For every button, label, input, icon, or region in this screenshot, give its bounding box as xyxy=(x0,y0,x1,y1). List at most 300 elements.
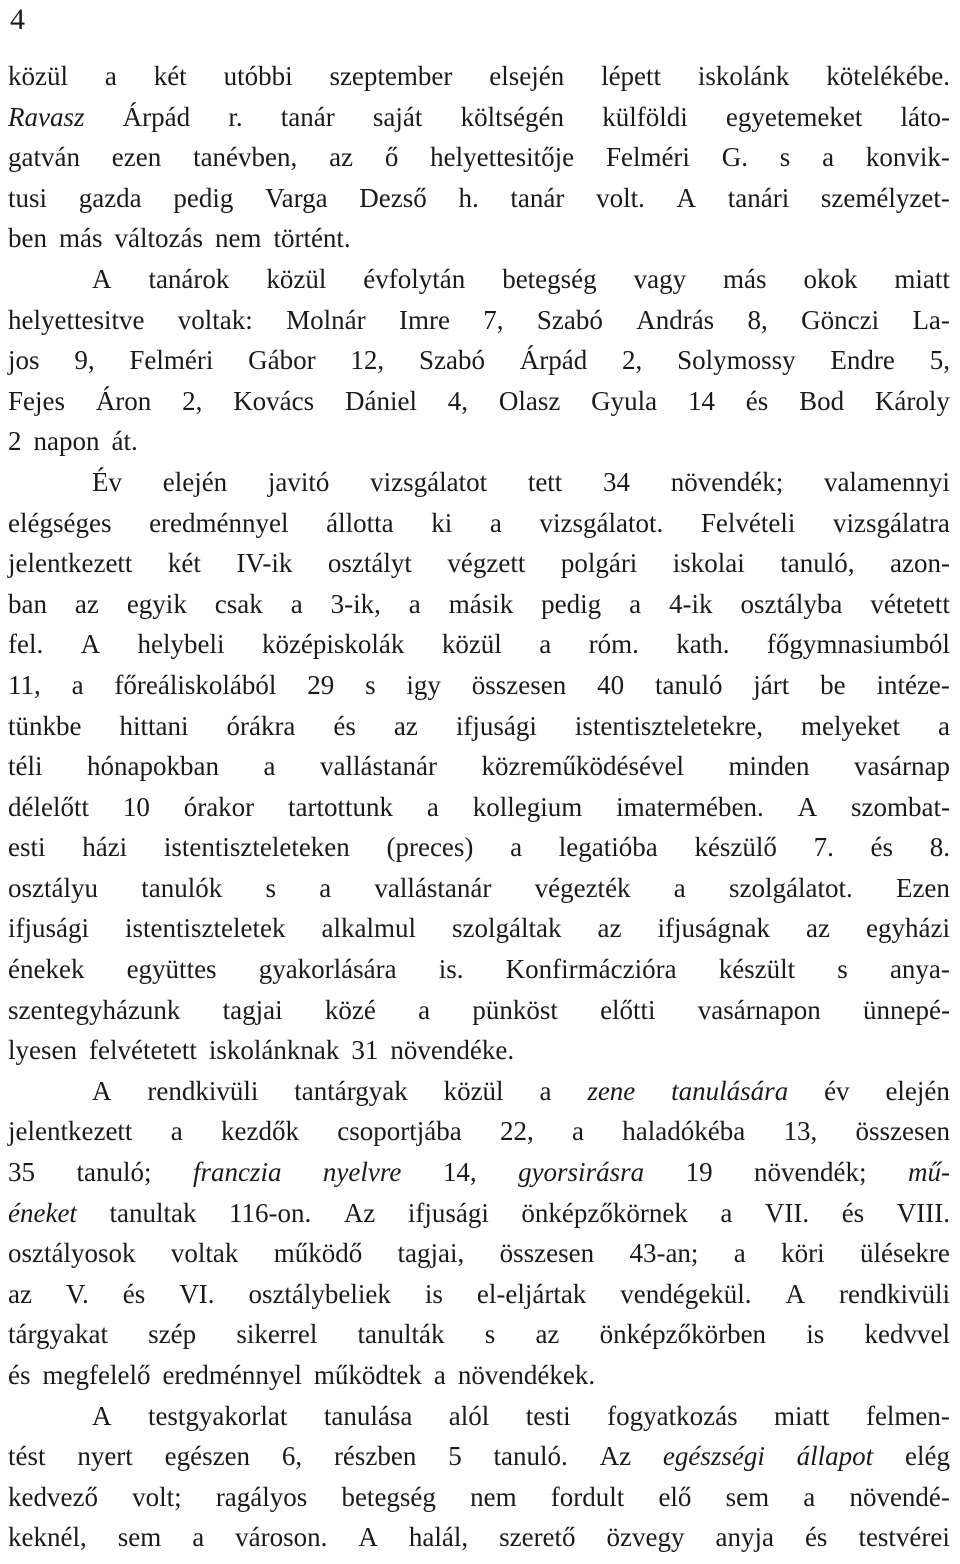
text-line xyxy=(8,1436,950,1477)
word: haladókéba xyxy=(622,1116,746,1147)
word: vasárnap xyxy=(854,751,950,782)
word: vizsgálatot xyxy=(370,466,488,497)
word: osztályu xyxy=(8,872,98,903)
word: összesen xyxy=(471,669,567,700)
word: betegség xyxy=(502,263,597,294)
word: szombat- xyxy=(850,791,950,822)
word: VII. xyxy=(764,1197,810,1228)
word: és xyxy=(804,1522,828,1553)
word: Gönczi xyxy=(801,304,880,335)
word: Szabó xyxy=(536,304,603,335)
word: tanuló; xyxy=(76,1157,152,1188)
word: az xyxy=(535,1319,560,1350)
word: VIII. xyxy=(896,1197,950,1228)
word: 14 xyxy=(687,385,715,416)
word: s xyxy=(365,669,376,700)
word: 11, xyxy=(8,669,41,700)
word: jelentkezett xyxy=(8,548,133,579)
word: el-eljártak xyxy=(476,1278,587,1309)
word: ő xyxy=(384,142,399,173)
word: köri xyxy=(781,1238,825,1269)
word: 3-ik, xyxy=(330,588,381,619)
word: működtek xyxy=(313,1360,422,1390)
word: A xyxy=(785,1278,805,1309)
word: ki xyxy=(431,507,453,538)
word: javitó xyxy=(267,466,330,497)
word: eredménnyel xyxy=(149,507,289,538)
word: év xyxy=(824,1075,850,1106)
word: Solymossy xyxy=(677,345,796,376)
word: Árpád xyxy=(519,345,588,376)
word: kath. xyxy=(676,629,730,660)
word: Fejes xyxy=(8,385,65,416)
word: tünkbe xyxy=(8,710,82,741)
word: tagjai xyxy=(222,994,283,1025)
word: iskolai xyxy=(672,548,745,579)
word: A xyxy=(92,1075,112,1106)
word: 4, xyxy=(447,385,469,416)
word: 35 xyxy=(8,1157,35,1188)
word: nyert xyxy=(77,1441,133,1472)
word: elég xyxy=(905,1441,950,1472)
word: és xyxy=(333,710,356,741)
text-line xyxy=(8,990,950,1031)
word: tanévben, xyxy=(193,142,298,173)
word: utóbbi xyxy=(223,61,293,91)
text-line xyxy=(8,1152,950,1193)
word: szerető xyxy=(499,1522,576,1553)
word: szép xyxy=(148,1319,197,1350)
word: alól xyxy=(448,1400,490,1431)
text-line xyxy=(8,665,950,706)
word: végezték xyxy=(534,872,631,903)
word: s xyxy=(837,954,848,985)
word: valamennyi xyxy=(823,466,950,497)
text-line xyxy=(8,624,950,665)
word: felmen- xyxy=(865,1400,950,1431)
word: 2 xyxy=(8,426,22,457)
word: a xyxy=(803,1481,816,1512)
word: is. xyxy=(438,954,464,985)
word: tanuló xyxy=(654,669,723,700)
word: jos xyxy=(8,345,40,376)
text-line xyxy=(8,300,950,341)
word: özvegy xyxy=(606,1522,685,1553)
word: tanuló. xyxy=(493,1441,568,1472)
word: anya- xyxy=(889,954,950,985)
word: keknél, xyxy=(8,1522,87,1553)
word: ifjuságnak xyxy=(657,913,771,944)
word: megfelelő xyxy=(42,1360,151,1390)
word: a xyxy=(629,588,642,619)
word: működő xyxy=(273,1238,363,1269)
word: pedig xyxy=(173,182,234,213)
word: énekek xyxy=(8,954,85,985)
word: tartottunk xyxy=(288,791,394,822)
word: szolgáltak xyxy=(452,913,562,944)
word: az xyxy=(393,710,418,741)
word: járt xyxy=(753,669,790,700)
word: összesen xyxy=(855,1116,950,1147)
word: okok xyxy=(803,263,858,294)
word: Ezen xyxy=(895,872,950,903)
word: is xyxy=(424,1278,443,1309)
word: András xyxy=(636,304,715,335)
word: volt. xyxy=(596,182,645,213)
word: növendék; xyxy=(754,1157,867,1188)
word: növendékek. xyxy=(457,1360,596,1390)
word: a xyxy=(720,1197,733,1228)
word: ifjusági xyxy=(407,1197,489,1228)
word: egyházi xyxy=(866,913,950,944)
word: voltak xyxy=(170,1238,239,1269)
word: testi xyxy=(525,1400,571,1431)
word: franczia xyxy=(192,1157,282,1188)
word: gyorsirásra xyxy=(518,1157,645,1188)
word: esti xyxy=(8,832,46,863)
word: hónapokban xyxy=(87,751,219,782)
text-line xyxy=(8,908,950,949)
word: tárgyakat xyxy=(8,1319,108,1350)
text-line xyxy=(8,706,950,747)
word: előtti xyxy=(600,994,656,1025)
word: s xyxy=(484,1319,496,1350)
text-line xyxy=(8,421,950,462)
word: állotta xyxy=(326,507,394,538)
word: másik xyxy=(448,588,514,619)
word: helybeli xyxy=(137,629,225,660)
word: A xyxy=(92,1400,112,1431)
word: más xyxy=(58,223,103,254)
word: gyakorlására xyxy=(258,954,397,985)
word: hittani xyxy=(119,710,189,741)
word: közül xyxy=(8,61,68,91)
word: Olasz xyxy=(498,385,561,416)
word: Árpád xyxy=(122,101,191,132)
word: változás xyxy=(114,223,203,254)
word: 22, xyxy=(499,1116,534,1147)
word: nem xyxy=(470,1481,517,1512)
word: kezdők xyxy=(220,1116,299,1147)
word: 12, xyxy=(350,345,385,376)
text-line xyxy=(8,259,950,300)
word: osztályosok xyxy=(8,1238,136,1269)
word: együttes xyxy=(126,954,217,985)
word: órákra xyxy=(226,710,296,741)
word: 40 xyxy=(597,669,625,700)
word: tést xyxy=(8,1441,46,1472)
word: a xyxy=(319,872,332,903)
text-line xyxy=(8,503,950,544)
word: 5, xyxy=(929,345,950,376)
word: növendéke. xyxy=(390,1035,515,1066)
word: tett xyxy=(527,466,563,497)
word: napon xyxy=(33,426,100,457)
word: a xyxy=(192,1522,205,1553)
word: és xyxy=(841,1197,865,1228)
word: állapot xyxy=(796,1441,874,1472)
text-line xyxy=(8,56,950,97)
word: pedig xyxy=(541,588,602,619)
word: személyzet- xyxy=(820,182,950,213)
word: 2, xyxy=(182,385,203,416)
word: sem xyxy=(725,1481,770,1512)
word: Endre xyxy=(830,345,895,376)
word: rendkivüli xyxy=(147,1075,259,1106)
word: Szabó xyxy=(418,345,485,376)
word: testgyakorlat xyxy=(147,1400,288,1431)
word: 29 xyxy=(307,669,335,700)
word: közül xyxy=(266,263,327,294)
word: tantárgyak xyxy=(294,1075,408,1106)
word: az xyxy=(597,913,622,944)
word: nyelvre xyxy=(322,1157,402,1188)
word: A xyxy=(358,1522,378,1553)
word: az xyxy=(74,588,99,619)
word: 31 xyxy=(351,1035,379,1066)
word: egyetemeket xyxy=(725,101,863,132)
word: a xyxy=(433,1360,446,1390)
word: 116-on. xyxy=(229,1197,312,1228)
word: pünköst xyxy=(472,994,558,1025)
word: Molnár xyxy=(286,304,366,335)
word: vallástanár xyxy=(374,872,492,903)
word: a xyxy=(539,629,552,660)
word: Felméri xyxy=(605,142,690,173)
text-line xyxy=(8,1477,950,1518)
word: 4-ik xyxy=(669,588,713,619)
word: ifjusági xyxy=(8,913,89,944)
word: ben xyxy=(8,223,47,254)
word: egészségi xyxy=(662,1441,765,1472)
word: a xyxy=(572,1116,584,1147)
word: szolgálatot. xyxy=(729,872,853,903)
word: iskolánk xyxy=(697,61,790,91)
word: a xyxy=(937,710,950,741)
word: A xyxy=(92,263,112,294)
text-line xyxy=(8,218,950,259)
word: is xyxy=(806,1319,825,1350)
word: elsején xyxy=(489,61,565,91)
word: legatióba xyxy=(558,832,658,863)
word: V. xyxy=(65,1278,89,1309)
word: történt. xyxy=(273,223,351,254)
word: ifjusági xyxy=(455,710,537,741)
word: költségén xyxy=(460,101,565,132)
word: részben xyxy=(333,1441,417,1472)
word: 43-an; xyxy=(629,1238,699,1269)
word: polgári xyxy=(560,548,638,579)
word: zene xyxy=(587,1075,636,1106)
word: órakor xyxy=(183,791,255,822)
word: Ravasz xyxy=(8,101,85,132)
word: iskolánknak xyxy=(208,1035,340,1066)
word: tanuló, xyxy=(780,548,855,579)
word: növendé- xyxy=(849,1481,950,1512)
word: elején xyxy=(162,466,228,497)
text-line xyxy=(8,1396,950,1437)
word: a xyxy=(104,61,117,91)
word: betegség xyxy=(341,1481,436,1512)
word: mű- xyxy=(907,1157,950,1188)
word: tanulására xyxy=(671,1075,789,1106)
word: Felméri xyxy=(129,345,214,376)
word: éneket xyxy=(8,1197,77,1228)
word: tanulók xyxy=(141,872,223,903)
word: elején xyxy=(885,1075,950,1106)
word: összesen xyxy=(499,1238,595,1269)
word: Dániel xyxy=(344,385,417,416)
word: a xyxy=(510,832,523,863)
word: középiskolák xyxy=(261,629,405,660)
word: ünnepé- xyxy=(862,994,950,1025)
word: főgymnasiumból xyxy=(766,629,950,660)
word: rendkivüli xyxy=(838,1278,950,1309)
word: saját xyxy=(372,101,423,132)
text-line xyxy=(8,1111,950,1152)
text-line xyxy=(8,340,950,381)
word: vizsgálatra xyxy=(832,507,950,538)
word: ban xyxy=(8,588,47,619)
word: helyettesitője xyxy=(430,142,575,173)
word: csoportjába xyxy=(337,1116,462,1147)
word: Dezső xyxy=(359,182,427,213)
word: istentiszteletekre, xyxy=(574,710,763,741)
word: Károly xyxy=(874,385,950,416)
word: kötelékébe. xyxy=(826,61,950,91)
word: vétetett xyxy=(870,588,950,619)
word: önképzőkörnek xyxy=(521,1197,688,1228)
word: Felvételi xyxy=(700,507,796,538)
word: sem xyxy=(117,1522,162,1553)
word: házi xyxy=(82,832,128,863)
text-line xyxy=(8,1030,950,1071)
word: a xyxy=(489,507,502,538)
word: vasárnapon xyxy=(697,994,821,1025)
word: a xyxy=(426,791,439,822)
word: elő xyxy=(658,1481,692,1512)
word: két xyxy=(167,548,201,579)
word: A xyxy=(676,182,697,213)
word: főreáliskolából xyxy=(114,669,277,700)
word: alkalmul xyxy=(321,913,416,944)
word: s xyxy=(265,872,276,903)
word: tanulták xyxy=(357,1319,445,1350)
word: az xyxy=(329,142,354,173)
word: gazda xyxy=(78,182,142,213)
word: 2, xyxy=(622,345,643,376)
word: Varga xyxy=(265,182,328,213)
word: 7. xyxy=(813,832,834,863)
word: Imre xyxy=(398,304,450,335)
word: róm. xyxy=(588,629,639,660)
word: tagjai, xyxy=(397,1238,465,1269)
word: a xyxy=(673,872,686,903)
word: minden xyxy=(728,751,810,782)
word: vendégekül. xyxy=(620,1278,752,1309)
word: miatt xyxy=(774,1400,830,1431)
word: láto- xyxy=(900,101,950,132)
word: A xyxy=(80,629,101,660)
word: felvétetett xyxy=(88,1035,197,1066)
word: téli xyxy=(8,751,43,782)
text-line xyxy=(8,787,950,828)
word: lyesen xyxy=(8,1035,77,1066)
word: a xyxy=(290,588,303,619)
word: Konfirmáczióra xyxy=(505,954,677,985)
word: azon- xyxy=(890,548,950,579)
word: s xyxy=(779,142,791,173)
word: jelentkezett xyxy=(8,1116,133,1147)
word: növendék; xyxy=(670,466,784,497)
word: 19 xyxy=(685,1157,713,1188)
word: és xyxy=(870,832,894,863)
word: 7, xyxy=(483,304,504,335)
word: helyettesitve xyxy=(8,304,145,335)
text-line xyxy=(8,1355,950,1396)
word: nem xyxy=(214,223,262,254)
word: délelőtt xyxy=(8,791,89,822)
word: volt; xyxy=(132,1481,182,1512)
word: közül xyxy=(441,629,502,660)
word: imatermében. xyxy=(616,791,764,822)
word: át. xyxy=(111,426,138,457)
word: az xyxy=(806,913,831,944)
body-text xyxy=(8,56,950,1558)
word: r. xyxy=(228,101,243,132)
text-line xyxy=(8,584,950,625)
word: 6, xyxy=(281,1441,303,1472)
word: osztályba xyxy=(740,588,843,619)
word: vizsgálatot. xyxy=(539,507,664,538)
word: végzett xyxy=(447,548,526,579)
word: eredménnyel xyxy=(162,1360,302,1390)
word: ragályos xyxy=(215,1481,308,1512)
word: La- xyxy=(912,304,950,335)
word: gatván xyxy=(8,142,80,173)
word: Az xyxy=(343,1197,376,1228)
word: istentiszteleteken xyxy=(163,832,350,863)
word: kollegium xyxy=(472,791,583,822)
word: 10 xyxy=(122,791,150,822)
word: tanulása xyxy=(323,1400,413,1431)
word: konvik- xyxy=(865,142,950,173)
word: 8, xyxy=(747,304,768,335)
word: miatt xyxy=(894,263,950,294)
text-line xyxy=(8,746,950,787)
text-line xyxy=(8,827,950,868)
word: egyik xyxy=(126,588,187,619)
word: Kovács xyxy=(233,385,315,416)
word: tanultak xyxy=(109,1197,197,1228)
word: közül xyxy=(443,1075,504,1106)
word: és xyxy=(122,1278,146,1309)
page-number: 4 xyxy=(10,3,25,36)
text-line xyxy=(8,1233,950,1274)
word: tanári xyxy=(727,182,790,213)
text-line xyxy=(8,97,950,138)
word: más xyxy=(723,263,767,294)
word: csak xyxy=(214,588,263,619)
text-line xyxy=(8,543,950,584)
word: a xyxy=(418,994,431,1025)
word: vagy xyxy=(633,263,687,294)
word: sikerrel xyxy=(236,1319,318,1350)
word: lépett xyxy=(601,61,662,91)
word: VI. xyxy=(179,1278,215,1309)
word: tusi xyxy=(8,182,48,213)
word: h. xyxy=(458,182,479,213)
